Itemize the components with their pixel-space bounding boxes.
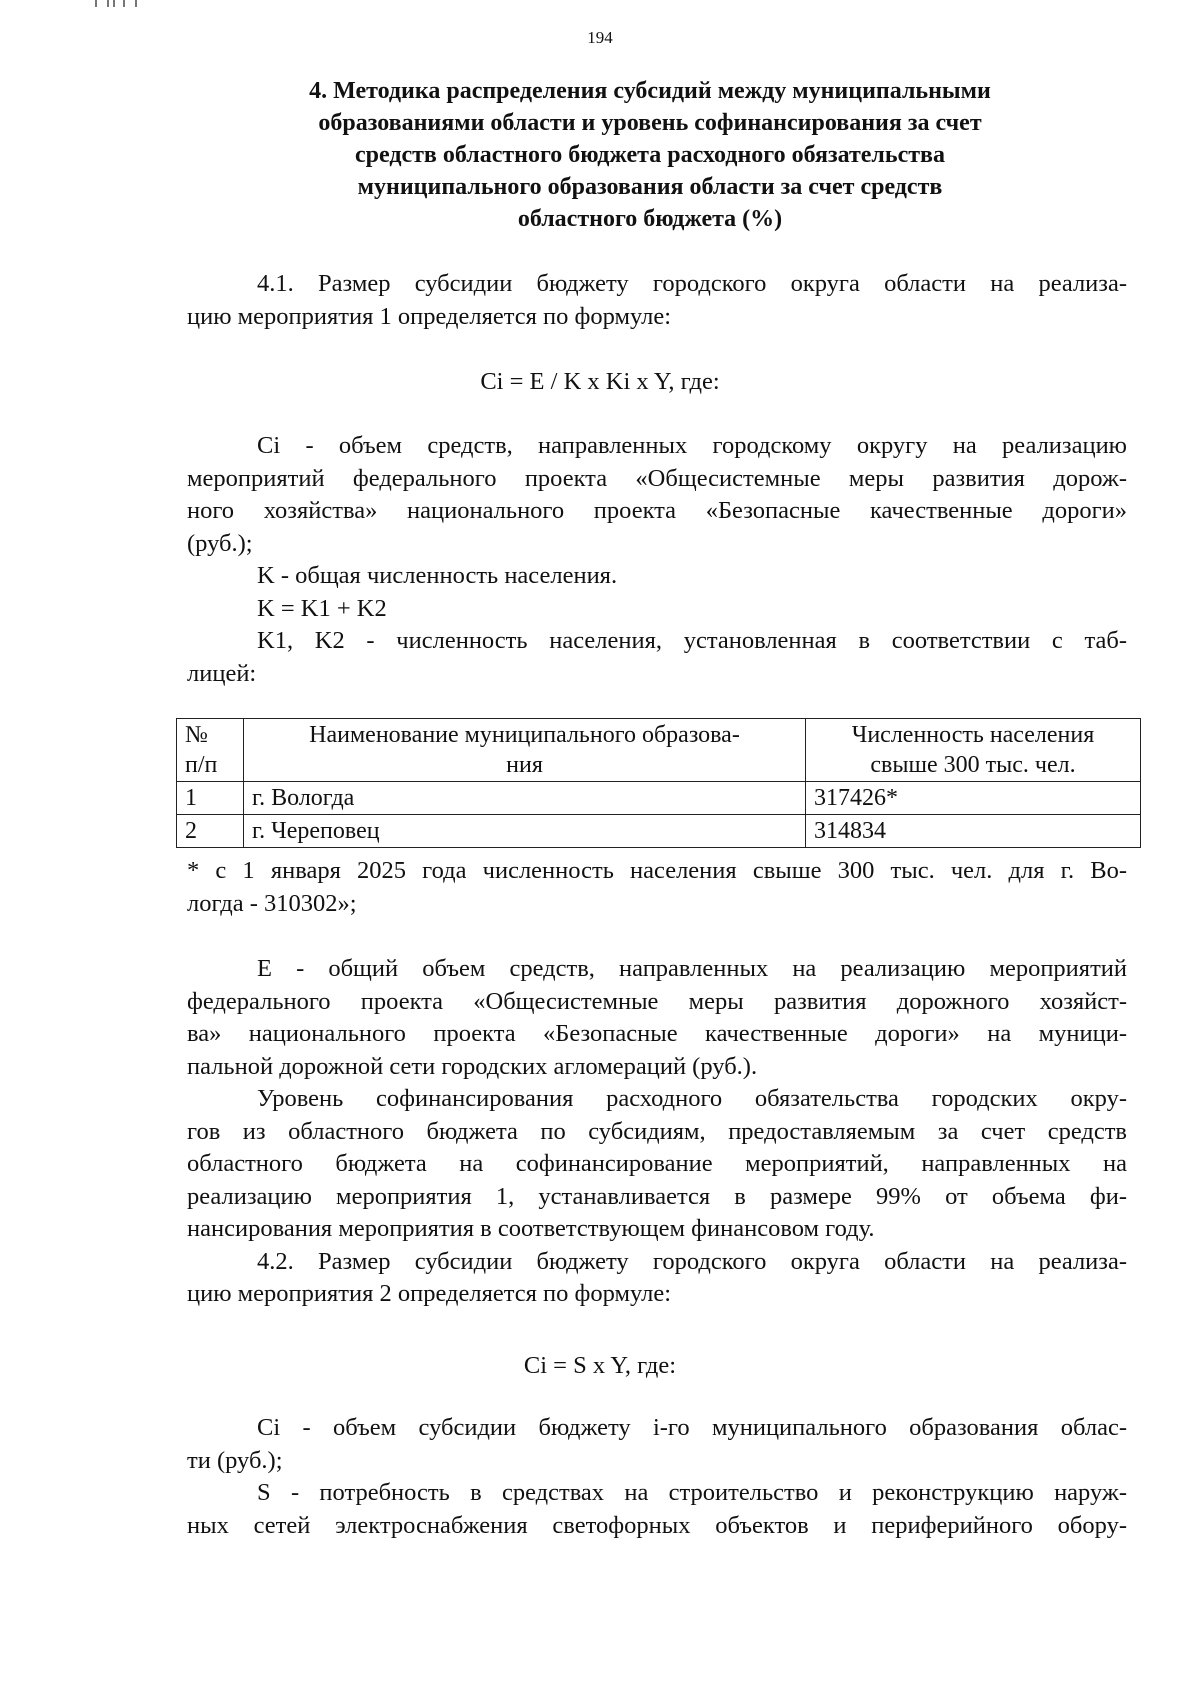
formula-2: Ci = S x Y, где: <box>523 1352 677 1379</box>
header-cell-name: Наименование муниципального образова- ния <box>244 719 806 782</box>
table-header-row <box>177 719 1141 782</box>
paragraph-4-1 <box>187 268 1127 333</box>
population-table <box>176 718 1141 848</box>
table-row <box>177 782 1141 815</box>
text-line: ти (руб.); <box>187 1446 283 1474</box>
text-line: федерального проекта «Общесистемные меры развития дорожного хозяйст- <box>187 987 1127 1015</box>
heading-line: 4. Методика распределения субсидий между муниципальными <box>309 78 991 104</box>
text-line: ных сетей электроснабжения светофорных объектов и периферийного обору- <box>187 1511 1127 1539</box>
text-line: K1, K2 - численность населения, установленная в соответствии с таб- <box>257 627 1127 654</box>
cell-num: 2 <box>177 815 244 848</box>
text-line: * с 1 января 2025 года численность населения свыше 300 тыс. чел. для г. Во- <box>187 857 1127 884</box>
text-line: 4.1. Размер субсидии бюджету городского округа области на реализа- <box>257 270 1127 297</box>
text-line: логда - 310302»; <box>187 889 357 917</box>
text-line: K = K1 + K2 <box>257 594 387 622</box>
header-cell-population: Численность населения свыше 300 тыс. чел. <box>806 719 1141 782</box>
formula-1: Ci = E / K x Ki x Y, где: <box>480 368 720 395</box>
text-line: цию мероприятия 1 определяется по формуле: <box>187 302 672 330</box>
text-line: пальной дорожной сети городских агломераций (руб.). <box>187 1052 758 1080</box>
text-line: реализацию мероприятия 1, устанавливается в размере 99% от объема фи- <box>187 1182 1127 1210</box>
heading-line: муниципального образования области за счет средств <box>357 174 943 200</box>
text-line: 4.2. Размер субсидии бюджету городского округа области на реализа- <box>257 1247 1127 1275</box>
heading-line: областного бюджета (%) <box>517 206 783 232</box>
text-line: ного хозяйства» национального проекта «Безопасные качественные дороги» <box>187 497 1127 524</box>
table-footnote <box>187 855 1127 920</box>
text-line: ва» национального проекта «Безопасные качественные дороги» на муници- <box>187 1020 1127 1047</box>
cell-num: 1 <box>177 782 244 815</box>
text-line: K - общая численность населения. <box>257 562 618 589</box>
scan-artifact <box>95 0 145 8</box>
heading-line: средств областного бюджета расходного обязательства <box>354 142 945 168</box>
text-line: (руб.); <box>187 529 253 557</box>
text-line: Ci - объем средств, направленных городскому округу на реализацию <box>257 432 1127 459</box>
text-line: лицей: <box>187 659 257 687</box>
cell-name: г. Череповец <box>244 815 806 848</box>
text-line: областного бюджета на софинансирование мероприятий, направленных на <box>187 1150 1127 1177</box>
text-line: E - общий объем средств, направленных на реализацию мероприятий <box>257 955 1127 982</box>
cell-population: 317426* <box>806 782 1141 815</box>
heading-line: образованиями области и уровень софинансирования за счет <box>318 110 982 136</box>
page-number: 194 <box>587 28 613 47</box>
definitions-1 <box>187 430 1127 690</box>
definitions-2 <box>187 953 1127 1311</box>
header-cell-num: № п/п <box>177 719 244 782</box>
text-line: Ci - объем субсидии бюджету i-го муниципального образования облас- <box>257 1414 1127 1441</box>
text-line: S - потребность в средствах на строительство и реконструкцию наруж- <box>257 1479 1127 1506</box>
definitions-3 <box>187 1412 1127 1542</box>
text-line: гов из областного бюджета по субсидиям, предоставляемым за счет средств <box>187 1117 1127 1145</box>
cell-population: 314834 <box>806 815 1141 848</box>
text-line: цию мероприятия 2 определяется по формуле: <box>187 1280 672 1307</box>
table-row <box>177 815 1141 848</box>
text-line: Уровень софинансирования расходного обязательства городских окру- <box>257 1085 1127 1112</box>
text-line: нансирования мероприятия в соответствующем финансовом году. <box>187 1215 875 1242</box>
cell-name: г. Вологда <box>244 782 806 815</box>
text-line: мероприятий федерального проекта «Общесистемные меры развития дорож- <box>187 464 1127 492</box>
section-heading <box>190 75 1110 235</box>
